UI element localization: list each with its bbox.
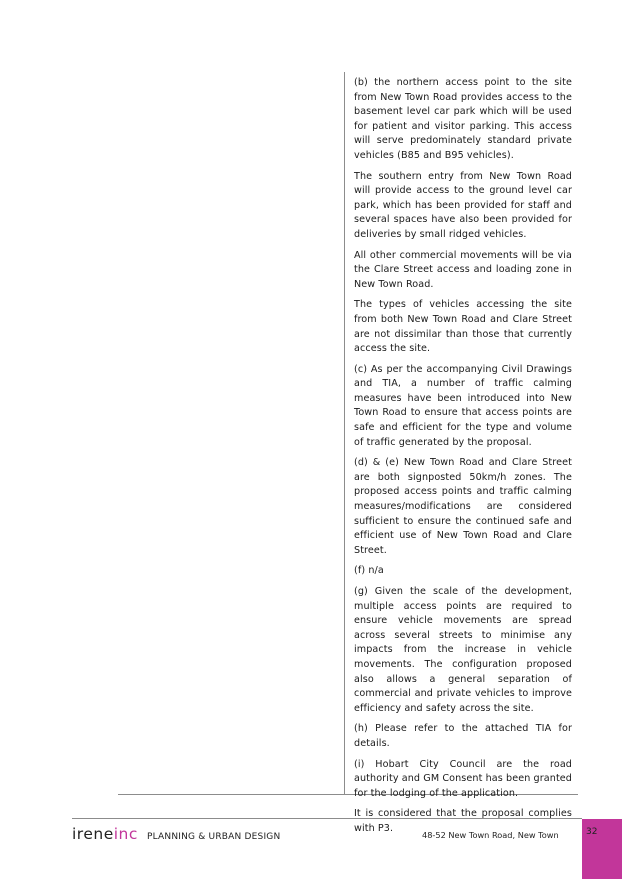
footer-address: 48-52 New Town Road, New Town (422, 830, 559, 840)
paragraph-c-traffic-calming: (c) As per the accompanying Civil Drawings and TIA, a number of traffic calming measures have been introduced into New Town Road to ensure that access points are safe and efficient for the type and volume of traffic generated by the proposal. (354, 363, 572, 448)
paragraph-d-e-speed-zones: (d) & (e) New Town Road and Clare Street are both signposted 50km/h zones. The proposed access points and traffic calming measures/modifications are considered sufficient to ensure the continued safe and efficient use of New Town Road and Clare Street. (354, 457, 572, 556)
column-divider (344, 72, 345, 794)
paragraph-vehicle-types: The types of vehicles accessing the site from both New Town Road and Clare Street are not dissimilar than those that currently access the site. (354, 299, 572, 355)
paragraph-f-na: (f) n/a (354, 565, 384, 577)
paragraph-conclusion: It is considered that the proposal complies with P3. (354, 808, 572, 834)
page-number: 32 (586, 827, 598, 837)
assessment-table (118, 72, 578, 834)
response-cell (354, 76, 572, 843)
logo-inc: inc (113, 825, 138, 843)
logo-tagline: PLANNING & URBAN DESIGN (146, 832, 281, 842)
paragraph-b-northern-access: (b) the northern access point to the site from New Town Road provides access to the basement level car park which will be used for patient and visitor parking. This access will serve predominately standard private vehicles (B85 and B95 vehicles). (354, 77, 572, 161)
page-number-tab (582, 819, 622, 879)
paragraph-commercial-movements: All other commercial movements will be via the Clare Street access and loading zone in New Town Road. (354, 249, 572, 290)
logo-irene: irene (72, 825, 114, 843)
footer-divider (72, 818, 582, 819)
company-logo (72, 824, 280, 843)
paragraph-i-road-authority: (i) Hobart City Council are the road authority and GM Consent has been granted for the lodging of the application. (354, 758, 572, 799)
paragraph-southern-entry: The southern entry from New Town Road will provide access to the ground level car park, which has been provided for staff and several spaces have also been provided for deliveries by small ridged vehicles. (354, 170, 572, 240)
paragraph-h-tia-reference: (h) Please refer to the attached TIA for details. (354, 723, 572, 749)
paragraph-g-access-points: (g) Given the scale of the development, multiple access points are required to ensure vehicle movements are spread across several streets to minimise any impacts from the increase in vehicle movements. The configuration proposed also allows a general separation of commercial and private vehicles to improve efficiency and safety across the site. (354, 586, 572, 714)
